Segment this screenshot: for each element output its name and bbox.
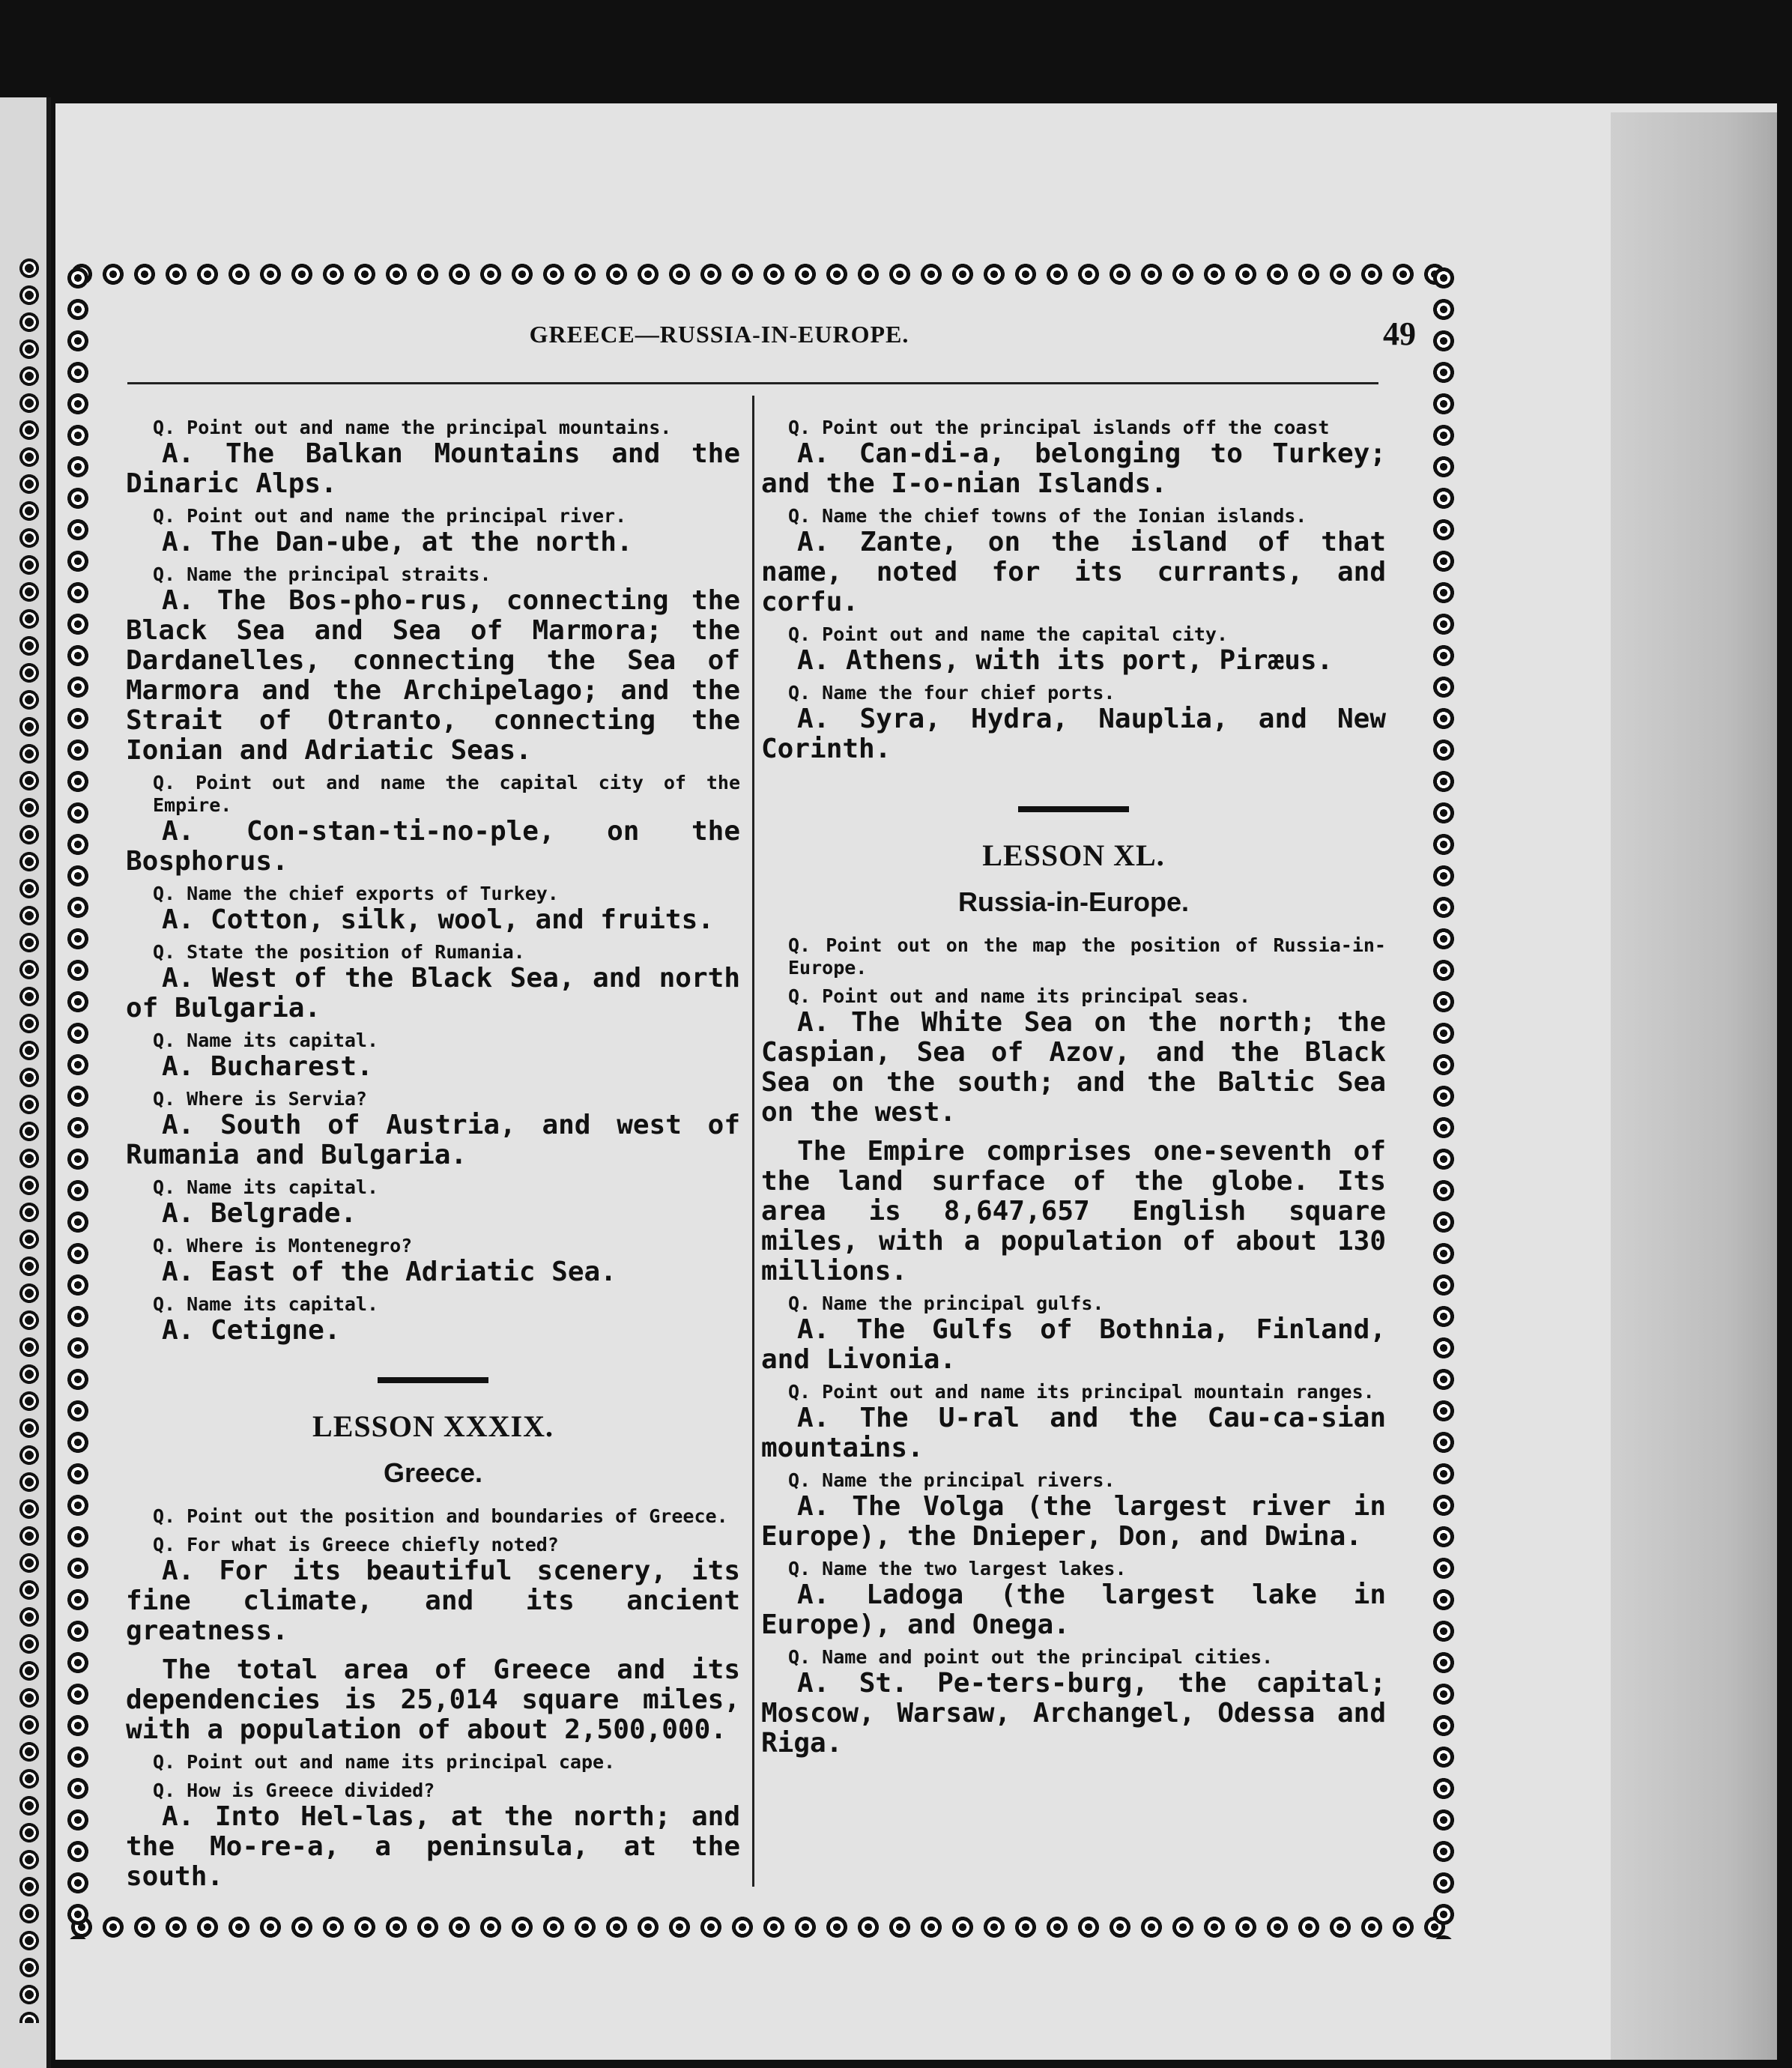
question: Q. Point out and name its principal seas.	[788, 985, 1251, 1007]
answer: A. Belgrade.	[162, 1198, 357, 1229]
answer: A. South of Austria, and west of Rumania and Bulgaria.	[126, 1110, 740, 1170]
page-number: 49	[1383, 315, 1416, 352]
answer: A. The White Sea on the north; the Caspian, Sea of Azov, and the Black Sea on the south; and the Baltic Sea on the west.	[761, 1007, 1386, 1128]
answer: A. The Bos-pho-rus, connecting the Black Sea and Sea of Marmora; the Dardanelles, connecting the Sea of Marmora and the Archipelago; and the Strait of Otranto, connecting the Ionian and Adriatic Seas.	[126, 585, 740, 766]
paragraph: The Empire comprises one-seventh of the land surface of the globe. Its area is 8,647,657 English square miles, with a population of about 130 millions.	[761, 1136, 1386, 1287]
qa-list	[761, 417, 1386, 764]
question: Q. Point out and name the principal mountains.	[153, 417, 672, 438]
lesson-title: LESSON XL.	[982, 838, 1165, 872]
answer: A. St. Pe-ters-burg, the capital; Moscow, Warsaw, Archangel, Odessa and Riga.	[761, 1668, 1386, 1759]
question: Q. Point out on the map the position of Russia-in-Europe.	[788, 934, 1386, 979]
question: Q. Point out and name its principal mountain ranges.	[788, 1381, 1375, 1403]
column-divider	[752, 396, 754, 1887]
section-separator	[1018, 806, 1129, 812]
answer: A. East of the Adriatic Sea.	[162, 1257, 617, 1287]
answer: A. Cetigne.	[162, 1315, 341, 1346]
lesson-items	[126, 1505, 740, 1892]
question: Q. Where is Montenegro?	[153, 1235, 413, 1257]
question: Q. Name the two largest lakes.	[788, 1558, 1127, 1579]
right-column	[761, 411, 1386, 1759]
border-top	[66, 262, 1456, 286]
question: Q. Where is Servia?	[153, 1088, 367, 1110]
question: Q. Point out the position and boundaries of Greece.	[153, 1505, 728, 1527]
question: Q. Name the chief towns of the Ionian islands.	[788, 505, 1307, 527]
answer: A. Syra, Hydra, Nauplia, and New Corinth.	[761, 704, 1386, 764]
answer: A. Con-stan-ti-no-ple, on the Bosphorus.	[126, 816, 740, 877]
answer: A. Into Hel-las, at the north; and the Mo-re-a, a peninsula, at the south.	[126, 1801, 740, 1892]
answer: A. Bucharest.	[162, 1051, 373, 1082]
question: Q. Point out and name its principal cape.	[153, 1751, 616, 1773]
question: Q. Point out and name the capital city of the Empire.	[153, 772, 740, 816]
answer: A. The Volga (the largest river in Europe), the Dnieper, Don, and Dwina.	[761, 1491, 1386, 1552]
answer: A. The U-ral and the Cau-ca-sian mountains.	[761, 1403, 1386, 1463]
section-separator	[378, 1377, 488, 1383]
running-header: GREECE—RUSSIA-IN-EUROPE.	[529, 321, 909, 348]
answer: A. For its beautiful scenery, its fine climate, and its ancient greatness.	[126, 1555, 740, 1646]
question: Q. Name the principal rivers.	[788, 1469, 1116, 1491]
page-margin-shade	[1611, 112, 1777, 2060]
left-column	[126, 411, 740, 1892]
question: Q. Name the four chief ports.	[788, 682, 1116, 704]
question: Q. Point out and name the capital city.	[788, 623, 1228, 645]
adjacent-page-border-ornament	[18, 255, 40, 2023]
question: Q. Name the principal gulfs.	[788, 1292, 1104, 1314]
qa-list	[126, 417, 740, 1346]
border-right	[1432, 262, 1456, 1939]
adjacent-page-edge	[0, 97, 51, 2068]
question: Q. Name its capital.	[153, 1176, 379, 1198]
answer: A. Zante, on the island of that name, noted for its currants, and corfu.	[761, 527, 1386, 617]
answer: A. The Gulfs of Bothnia, Finland, and Livonia.	[761, 1314, 1386, 1375]
answer: A. West of the Black Sea, and north of Bulgaria.	[126, 963, 740, 1024]
question: Q. Name and point out the principal cities.	[788, 1646, 1274, 1668]
lesson-subtitle: Greece.	[383, 1457, 483, 1488]
lesson-subtitle: Russia-in-Europe.	[957, 886, 1190, 917]
question: Q. For what is Greece chiefly noted?	[153, 1534, 559, 1555]
question: Q. Name its capital.	[153, 1293, 379, 1315]
paragraph: The total area of Greece and its dependencies is 25,014 square miles, with a population of about 2,500,000.	[126, 1654, 740, 1745]
answer: A. Can-di-a, belonging to Turkey; and the I-o-nian Islands.	[761, 438, 1386, 499]
answer: A. The Balkan Mountains and the Dinaric Alps.	[126, 438, 740, 499]
question: Q. Point out and name the principal river.	[153, 505, 627, 527]
border-left	[66, 262, 90, 1939]
answer: A. Athens, with its port, Piræus.	[797, 645, 1334, 676]
lesson-title: LESSON XXXIX.	[312, 1409, 554, 1443]
lesson-items	[761, 934, 1386, 1759]
question: Q. Point out the principal islands off the coast	[788, 417, 1330, 438]
question: Q. Name the principal straits.	[153, 563, 491, 585]
answer: A. Ladoga (the largest lake in Europe), and Onega.	[761, 1579, 1386, 1640]
answer: A. Cotton, silk, wool, and fruits.	[162, 904, 714, 935]
question: Q. Name its capital.	[153, 1030, 379, 1051]
header-rule	[127, 382, 1378, 384]
answer: A. The Dan-ube, at the north.	[162, 527, 633, 557]
border-bottom	[66, 1915, 1456, 1939]
question: Q. How is Greece divided?	[153, 1780, 435, 1801]
question: Q. State the position of Rumania.	[153, 941, 525, 963]
question: Q. Name the chief exports of Turkey.	[153, 883, 559, 904]
